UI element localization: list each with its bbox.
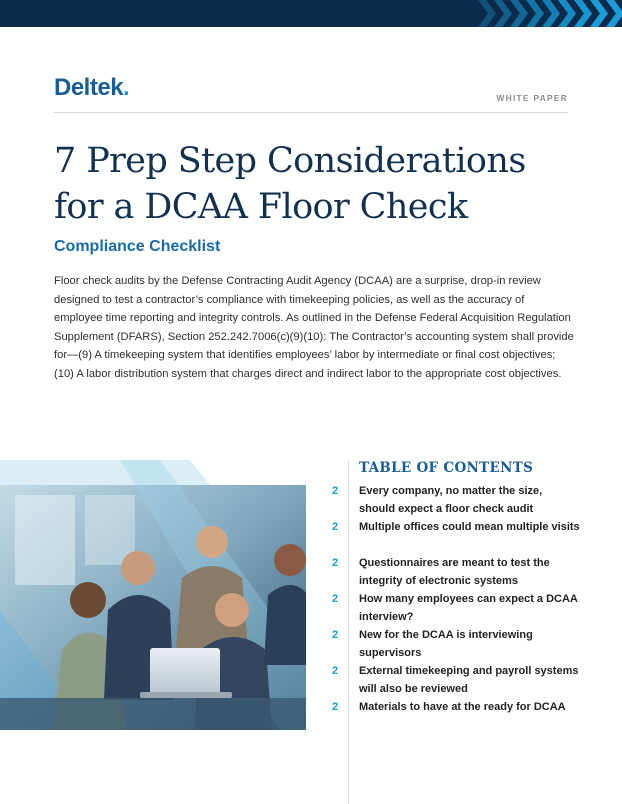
doc-type-label: WHITE PAPER: [496, 93, 568, 103]
title-line: for a DCAA Floor Check: [54, 187, 468, 227]
toc-item[interactable]: [330, 482, 580, 518]
toc-item[interactable]: [330, 662, 580, 698]
toc-page-number: 2: [332, 701, 339, 713]
chevron-decoration: [510, 0, 528, 27]
toc-page-number: 2: [332, 557, 339, 569]
toc-item[interactable]: [330, 554, 580, 590]
chevron-decoration: [494, 0, 512, 27]
toc-title: TABLE OF CONTENTS: [359, 460, 534, 476]
header-divider: [54, 112, 568, 113]
chevron-decoration: [478, 0, 496, 27]
toc-item[interactable]: [330, 698, 580, 734]
hero-photo: [0, 460, 306, 730]
chevron-decoration: [574, 0, 592, 27]
logo-dot: .: [123, 74, 130, 101]
toc-item-text: Every company, no matter the size, should expect a floor check audit: [359, 485, 543, 515]
toc-page-number: 2: [332, 629, 339, 641]
toc-item[interactable]: [330, 518, 580, 554]
toc-item[interactable]: [330, 590, 580, 626]
page-subtitle: Compliance Checklist: [54, 238, 221, 255]
title-line: 7 Prep Step Considerations: [54, 141, 526, 181]
chevron-decoration: [590, 0, 608, 27]
table-of-contents: [330, 482, 580, 734]
intro-paragraph: Floor check audits by the Defense Contracting Audit Agency (DCAA) are a surprise, drop-in review designed to test a contractor’s compliance with timekeeping policies, as well as the accuracy of employee time reporting and integrity controls. As outlined in the Defense Federal Acquisition Regulation Supplement (DFARS), Section 252.242.7006(c)(9)(10): The Contractor’s accounting system shall provide for—(9) A timekeeping system that identifies employees’ labor by intermediate or final cost objectives; (10) A labor distribution system that charges direct and indirect labor to the appropriate cost objectives.: [54, 275, 574, 380]
chevron-decoration: [558, 0, 576, 27]
toc-item-text: Materials to have at the ready for DCAA: [359, 701, 566, 713]
top-banner: [0, 0, 622, 27]
toc-item-text: How many employees can expect a DCAA interview?: [359, 593, 578, 623]
toc-item-text: External timekeeping and payroll systems will also be reviewed: [359, 665, 579, 695]
chevron-decoration: [606, 0, 622, 27]
toc-item[interactable]: [330, 626, 580, 662]
logo-text: Deltek: [54, 74, 124, 101]
toc-page-number: 2: [332, 593, 339, 605]
toc-page-number: 2: [332, 521, 339, 533]
deltek-logo[interactable]: [54, 74, 129, 102]
page-title: [54, 138, 594, 230]
toc-item-text: Multiple offices could mean multiple visits: [359, 521, 580, 533]
chevron-decoration: [526, 0, 544, 27]
toc-item-text: New for the DCAA is interviewing supervisors: [359, 629, 533, 659]
toc-page-number: 2: [332, 665, 339, 677]
chevron-decoration: [542, 0, 560, 27]
toc-item-text: Questionnaires are meant to test the integrity of electronic systems: [359, 557, 550, 587]
toc-page-number: 2: [332, 485, 339, 497]
office-team-illustration: [0, 460, 306, 730]
